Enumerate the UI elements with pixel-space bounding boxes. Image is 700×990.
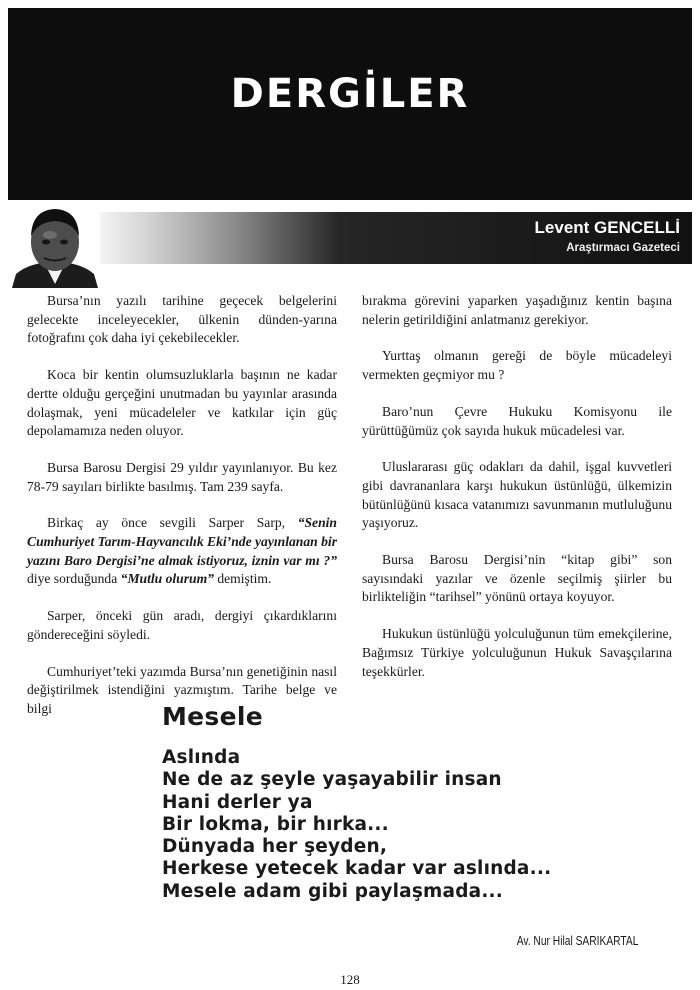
article-paragraph: Bursa Barosu Dergisi’nin “kitap gibi” son sayısındaki yazılar ve özenle seçilmiş şiirler bu birlikteliğin “tarihsel” yönünü ortaya koyuyor. xyxy=(362,552,672,605)
article-left-column xyxy=(27,292,337,719)
article-paragraph: Cumhuriyet’teki yazımda Bursa’nın genetiğinin nasıl değiştirilmek istendiğini yazmıştım. Tarihe belge ve bilgi xyxy=(27,663,337,716)
poem-line: Ne de az şeyle yaşayabilir insan xyxy=(162,769,502,791)
article-paragraph: Yurttaş olmanın gereği de böyle mücadeleyi vermekten geçmiyor mu ? xyxy=(362,348,672,383)
author-photo xyxy=(10,200,100,288)
article-paragraph: Uluslararası güç odakları da dahil, işgal kuvvetleri gibi davrananlara karşı hukukun üstünlüğü, ülkemizin bütünlüğünü kısaca vatanımızı savunmanın mutluluğunu yaşıyoruz. xyxy=(362,459,672,531)
quoted-request: “Senin Cumhuriyet Tarım-Hayvancılık Eki’nde yayınlanan bir yazını Baro Dergisi’ne almak istiyoruz, iznin var mı ?” xyxy=(27,515,337,568)
article-paragraph: Koca bir kentin olumsuzluklarla başının ne kadar dertte olduğu gerçeğini unutmadan bu yayınlar arasında dolaşmak, yeni mücadeleler ve katkılar için güç depolamamıza neden oluyor. xyxy=(27,367,337,439)
article-paragraph: Bursa’nın yazılı tarihine geçecek belgelerini gelecekte inceleyecekler, ülkenin dünden-yarına fotoğrafını çok daha iyi çekebilecekler. xyxy=(27,293,337,346)
paragraph-text: diye sorduğunda xyxy=(27,571,121,587)
poem-line: Mesele adam gibi paylaşmada... xyxy=(162,880,504,902)
poem-line: Hani derler ya xyxy=(162,791,313,813)
paragraph-text: Birkaç ay önce sevgili Sarper Sarp, xyxy=(47,515,298,531)
header-banner xyxy=(8,8,692,200)
article-paragraph xyxy=(27,514,337,589)
poem-line: Herkese yetecek kadar var aslında... xyxy=(162,858,552,880)
article-right-column xyxy=(362,292,672,681)
poem xyxy=(162,702,642,903)
article-paragraph: Hukukun üstünlüğü yolculuğunun tüm emekçilerine, Bağımsız Türkiye yolculuğunun Hukuk Savaşçılarına teşekkürler. xyxy=(362,626,672,679)
article-paragraph-continued: bırakma görevini yaparken yaşadığınız kentin başına nelerin getirildiğini anlatmanız gerekiyor. xyxy=(362,293,672,327)
author-role: Araştırmacı Gazeteci xyxy=(566,242,680,254)
author-name: Levent GENCELLİ xyxy=(534,218,680,237)
poem-title: Mesele xyxy=(162,702,263,731)
paragraph-text: demiştim. xyxy=(213,571,272,587)
poem-line: Bir lokma, bir hırka... xyxy=(162,813,389,835)
author-strip xyxy=(84,212,692,264)
poem-line: Aslında xyxy=(162,747,241,768)
article-paragraph: Bursa Barosu Dergisi 29 yıldır yayınlanıyor. Bu kez 78-79 sayıları birlikte basılmış. Tam 239 sayfa. xyxy=(27,459,337,494)
article-paragraph: Baro’nun Çevre Hukuku Komisyonu ile yürüttüğümüz çok sayıda hukuk mücadelesi var. xyxy=(362,403,672,438)
page-title: DERGİLER xyxy=(230,71,470,117)
quoted-answer: “Mutlu olurum” xyxy=(120,571,214,587)
page-number: 128 xyxy=(340,972,360,987)
poem-author: Av. Nur Hilal SARIKARTAL xyxy=(516,934,638,948)
poem-line: Dünyada her şeyden, xyxy=(162,836,388,858)
article-paragraph: Sarper, önceki gün aradı, dergiyi çıkardıklarını göndereceğini söyledi. xyxy=(27,608,337,642)
